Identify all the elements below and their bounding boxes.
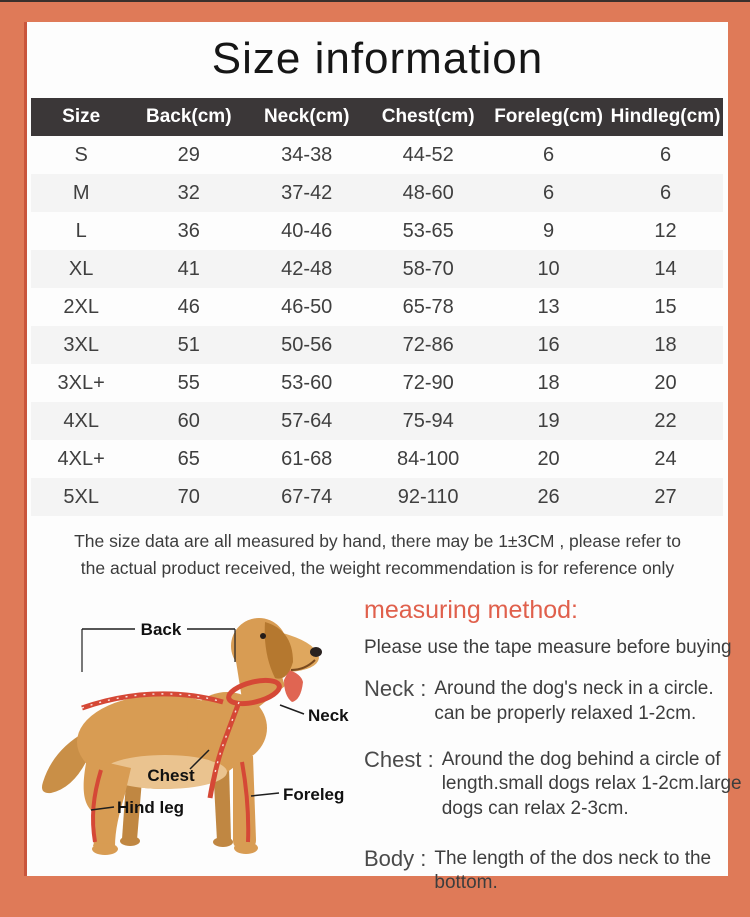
col-header-foreleg: Foreleg(cm)	[489, 98, 608, 136]
dog-far-hind-paw	[120, 836, 140, 846]
col-header-hindleg: Hindleg(cm)	[608, 98, 723, 136]
measure-item-chest	[364, 748, 750, 821]
diagram-label-neck: Neck	[308, 706, 349, 726]
table-cell: 72-90	[402, 371, 454, 394]
table-row	[31, 174, 723, 212]
table-cell: 20	[537, 447, 560, 470]
table-cell: 50-56	[281, 333, 333, 356]
size-table-body	[31, 136, 723, 516]
table-cell: 20	[654, 371, 677, 394]
table-row	[31, 212, 723, 250]
page-title: Size information	[211, 34, 544, 83]
table-cell: 61-68	[281, 447, 333, 470]
measure-item-neck	[364, 677, 750, 726]
table-cell: 65-78	[402, 295, 454, 318]
table-cell: 75-94	[402, 409, 454, 432]
table-row	[31, 402, 723, 440]
table-row	[31, 326, 723, 364]
measuring-method-heading: measuring method:	[364, 596, 579, 625]
dog-eye	[260, 633, 266, 639]
size-table	[31, 98, 723, 516]
measure-label-neck: Neck :	[364, 676, 427, 702]
dog-tongue	[284, 670, 303, 702]
table-cell: 4XL	[63, 409, 99, 432]
diagram-label-back: Back	[140, 620, 182, 640]
table-cell: 72-86	[402, 333, 454, 356]
table-cell: 84-100	[397, 447, 460, 470]
table-cell: 32	[177, 181, 200, 204]
table-cell: 37-42	[281, 181, 333, 204]
table-cell: 51	[177, 333, 200, 356]
measure-label-chest: Chest :	[364, 746, 434, 772]
table-cell: 6	[659, 181, 672, 204]
table-cell: 13	[537, 295, 560, 318]
col-header-back: Back(cm)	[131, 98, 246, 136]
table-row	[31, 440, 723, 478]
table-cell: 10	[537, 257, 560, 280]
table-cell: 3XL	[63, 333, 99, 356]
table-cell: 14	[654, 257, 677, 280]
table-cell: XL	[68, 257, 94, 280]
table-cell: 22	[654, 409, 677, 432]
table-cell: 29	[177, 143, 200, 166]
table-cell: 44-52	[402, 143, 454, 166]
table-cell: 55	[177, 371, 200, 394]
table-cell: L	[75, 219, 87, 242]
table-row	[31, 478, 723, 516]
table-cell: 46	[177, 295, 200, 318]
table-cell: 41	[177, 257, 200, 280]
table-cell: 67-74	[281, 485, 333, 508]
table-cell: 2XL	[63, 295, 99, 318]
measure-item-body	[364, 847, 750, 896]
table-cell: 6	[659, 143, 672, 166]
size-info-card	[24, 22, 742, 894]
dog-nose	[310, 647, 322, 657]
measuring-method-section	[362, 590, 750, 917]
table-row	[31, 250, 723, 288]
table-cell: 24	[654, 447, 677, 470]
table-cell: 6	[543, 143, 555, 166]
table-cell: 16	[537, 333, 560, 356]
table-row	[31, 364, 723, 402]
table-cell: S	[74, 143, 88, 166]
col-header-chest: Chest(cm)	[367, 98, 489, 136]
table-cell: 12	[654, 219, 677, 242]
table-cell: 15	[654, 295, 677, 318]
measuring-intro: Please use the tape measure before buying	[364, 637, 732, 659]
measure-label-body: Body :	[364, 845, 427, 871]
table-row	[31, 136, 723, 174]
diagram-label-hind-leg: Hind leg	[117, 798, 185, 818]
table-cell: 34-38	[281, 143, 333, 166]
size-note-line1: The size data are all measured by hand, there may be 1±3CM , please refer to	[74, 531, 681, 551]
table-cell: 40-46	[281, 219, 333, 242]
size-note	[45, 528, 710, 582]
table-cell: M	[72, 181, 90, 204]
col-header-neck: Neck(cm)	[246, 98, 367, 136]
table-cell: 9	[543, 219, 555, 242]
table-cell: 26	[537, 485, 560, 508]
table-cell: 48-60	[402, 181, 454, 204]
col-header-size: Size	[31, 98, 131, 136]
dog-measurement-diagram	[27, 590, 362, 917]
measure-text-chest: Around the dog behind a circle of length.small dogs relax 1-2cm.large dogs can relax 2-3cm.	[441, 748, 742, 819]
measure-text-body: The length of the dos neck to the bottom.	[434, 847, 712, 894]
table-cell: 60	[177, 409, 200, 432]
table-cell: 58-70	[402, 257, 454, 280]
top-edge-line	[0, 0, 750, 2]
table-cell: 18	[537, 371, 560, 394]
measure-text-neck: Around the dog's neck in a circle. can be properly relaxed 1-2cm.	[434, 678, 714, 724]
table-cell: 46-50	[281, 295, 333, 318]
table-cell: 3XL+	[57, 371, 105, 394]
table-cell: 53-65	[402, 219, 454, 242]
dog-hind-paw	[92, 843, 118, 855]
table-cell: 5XL	[63, 485, 99, 508]
table-cell: 65	[177, 447, 200, 470]
table-cell: 42-48	[281, 257, 333, 280]
table-cell: 70	[177, 485, 200, 508]
table-cell: 19	[537, 409, 560, 432]
dog-front-paw	[234, 842, 258, 854]
diagram-label-chest: Chest	[147, 766, 195, 786]
table-cell: 4XL+	[57, 447, 105, 470]
table-cell: 27	[654, 485, 677, 508]
dog-far-front-paw	[213, 837, 233, 847]
table-cell: 6	[543, 181, 555, 204]
diagram-label-foreleg: Foreleg	[283, 785, 345, 805]
table-cell: 57-64	[281, 409, 333, 432]
table-cell: 92-110	[397, 485, 459, 508]
table-cell: 53-60	[281, 371, 333, 394]
table-cell: 18	[654, 333, 677, 356]
size-table-header	[31, 98, 723, 136]
table-cell: 36	[177, 219, 200, 242]
size-note-line2: the actual product received, the weight recommendation is for reference only	[80, 558, 675, 579]
table-row	[31, 288, 723, 326]
